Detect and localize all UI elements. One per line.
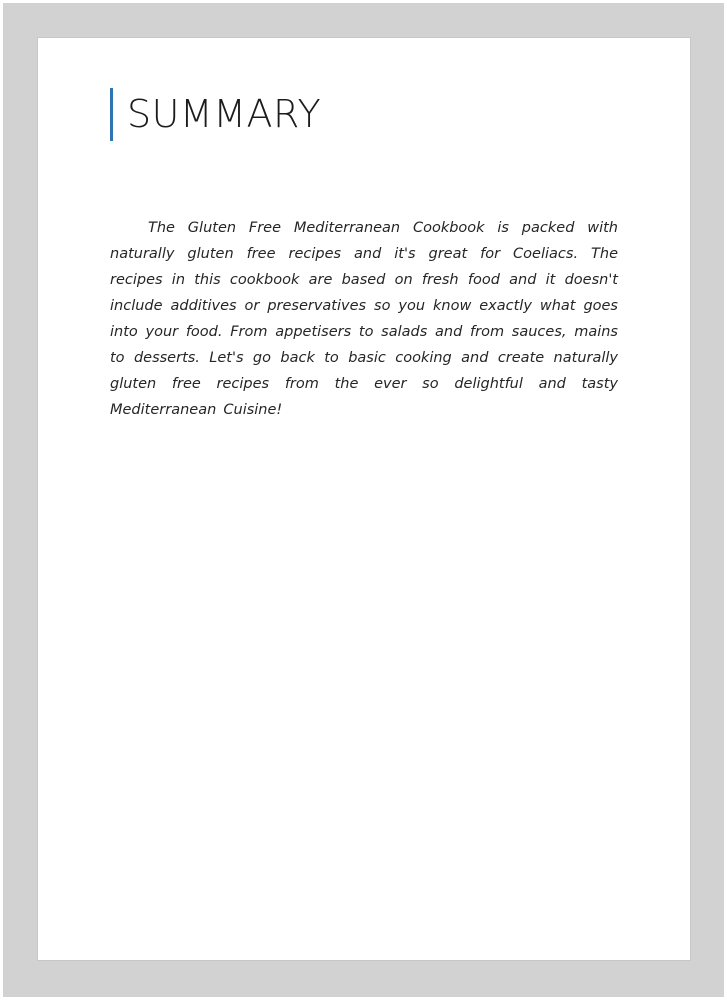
heading-block: [110, 88, 321, 141]
heading-accent-bar: [110, 88, 113, 141]
document-page: [38, 38, 690, 960]
summary-paragraph: The Gluten Free Mediterranean Cookbook is packed with naturally gluten free recipes and it's great for Coeliacs. The recipes in this cookbook are based on fresh food and it doesn't include additives or preservatives so you know exactly what goes into your food. From appetisers to salads and from sauces, mains to desserts. Let's go back to basic cooking and create naturally gluten free recipes from the ever so delightful and tasty Mediterranean Cuisine!: [110, 219, 618, 418]
page-title: SUMMARY: [127, 92, 322, 136]
document-canvas: [3, 3, 724, 997]
